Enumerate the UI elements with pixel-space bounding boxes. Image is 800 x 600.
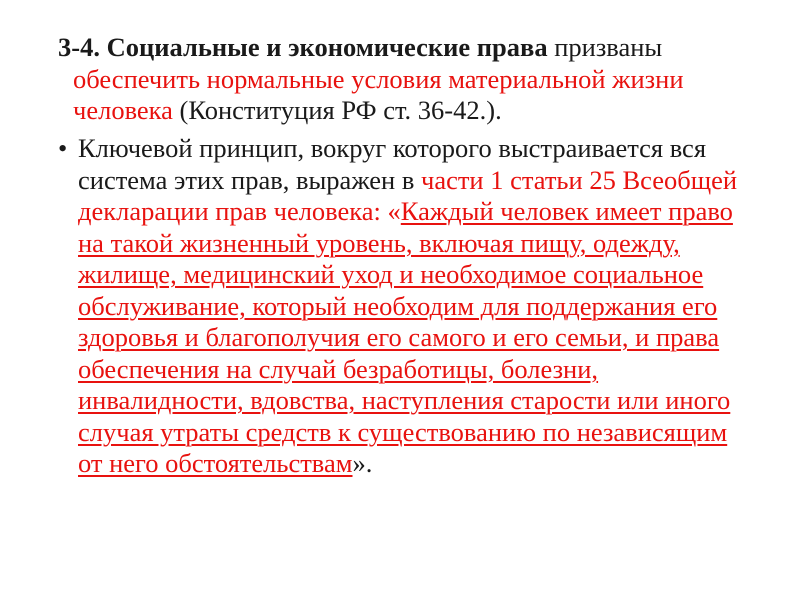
paragraph1-text-highlight: обеспечить нормальные условия материальной жизни человека bbox=[73, 63, 684, 125]
paragraph2-closing: ». bbox=[352, 448, 373, 478]
paragraph1-text-plain: призваны bbox=[547, 32, 663, 62]
paragraph-social-economic-rights bbox=[58, 32, 748, 127]
section-heading: 3-4. Социальные и экономические права bbox=[58, 32, 548, 62]
paragraph-key-principle bbox=[58, 133, 748, 480]
paragraph2-text-highlight: части 1 статьи 25 Всеобщей декларации прав человека: « bbox=[78, 164, 738, 226]
declaration-quote: Каждый человек имеет право на такой жизненный уровень, включая пищу, одежду, жилище, медицинский уход и необходимое социальное обслуживание, который необходим для поддержания его здоровья и благополучия его самого и его семьи, и права обеспечения на случай безработицы, болезни, инвалидности, вдовства, наступления старости или иного случая утраты средств к существованию по независящим от него обстоятельствам bbox=[78, 196, 733, 478]
paragraph1-citation: (Конституция РФ ст. 36-42.). bbox=[172, 95, 502, 125]
bullet-icon: • bbox=[58, 133, 68, 163]
paragraph2-text-plain: Ключевой принцип, вокруг которого выстраивается вся система этих прав, выражен в bbox=[78, 133, 707, 195]
